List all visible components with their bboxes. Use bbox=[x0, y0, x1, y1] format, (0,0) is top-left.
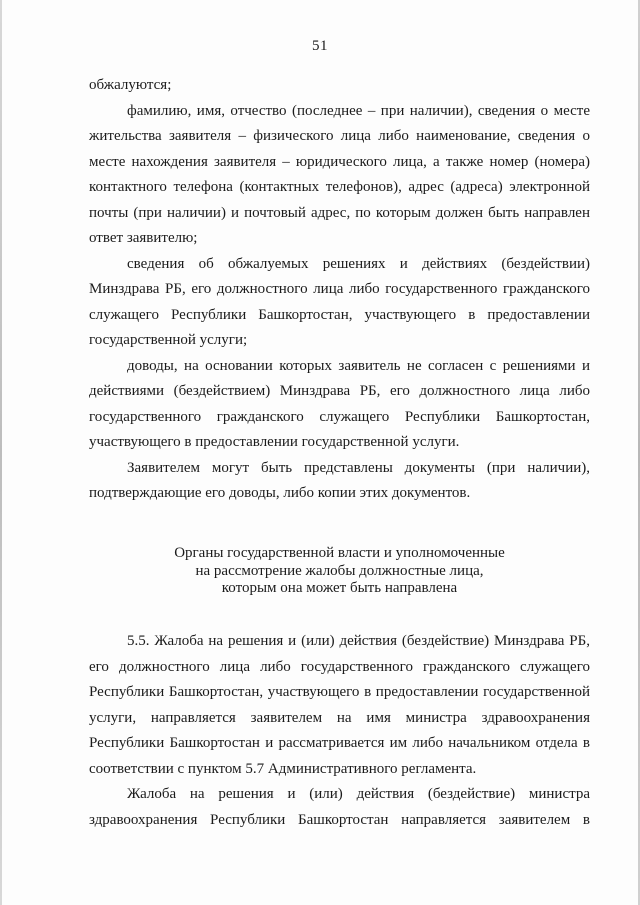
paragraph-5-5: 5.5. Жалоба на решения и (или) действия (бездействие) Минздрава РБ, его должностного лица либо государственного гражданского служащего Республики Башкортостан, участвующего в предоставлении государственной услуги, направляется заявителем на имя министра здравоохранения Республики Башкортостан и рассматривается им либо начальником отдела в соответствии с пунктом 5.7 Административного регламента. bbox=[89, 633, 590, 777]
page-number: 51 bbox=[312, 38, 328, 54]
paragraph-obzhaluyutsya: обжалуются; bbox=[89, 77, 172, 93]
paragraph-complaint-minister: Жалоба на решения и (или) действия (бездействие) министра здравоохранения Республики Башкортостан направляется заявителем в bbox=[89, 786, 590, 828]
paragraph-applicant-details: фамилию, имя, отчество (последнее – при наличии), сведения о месте жительства заявителя – физического лица либо наименование, сведения о месте нахождения заявителя – юридического лица, а также номер (номера) контактного телефона (контактных телефонов), адрес (адреса) электронной почты (при наличии) и почтовый адрес, по которым должен быть направлен ответ заявителю; bbox=[89, 102, 590, 246]
section-heading bbox=[89, 545, 590, 598]
paragraph-appealed-decisions: сведения об обжалуемых решениях и действиях (бездействии) Минздрава РБ, его должностного лица либо государственного гражданского служащего Республики Башкортостан, участвующего в предоставлении государственной услуги; bbox=[89, 255, 590, 348]
paragraph-arguments: доводы, на основании которых заявитель не согласен с решениями и действиями (бездействием) Минздрава РБ, его должностного лица либо государственного гражданского служащего Республики Башкортостан, участвующего в предоставлении государственной услуги. bbox=[89, 357, 590, 450]
body-block-1 bbox=[89, 73, 590, 507]
paragraph-documents: Заявителем могут быть представлены документы (при наличии), подтверждающие его доводы, либо копии этих документов. bbox=[89, 459, 590, 501]
heading-line-2: на рассмотрение жалобы должностные лица, bbox=[195, 562, 484, 579]
scan-edge-left bbox=[0, 0, 2, 905]
body-block-2 bbox=[89, 629, 590, 833]
heading-line-3: которым она может быть направлена bbox=[221, 580, 458, 596]
heading-line-1: Органы государственной власти и уполномоченные bbox=[174, 545, 505, 561]
